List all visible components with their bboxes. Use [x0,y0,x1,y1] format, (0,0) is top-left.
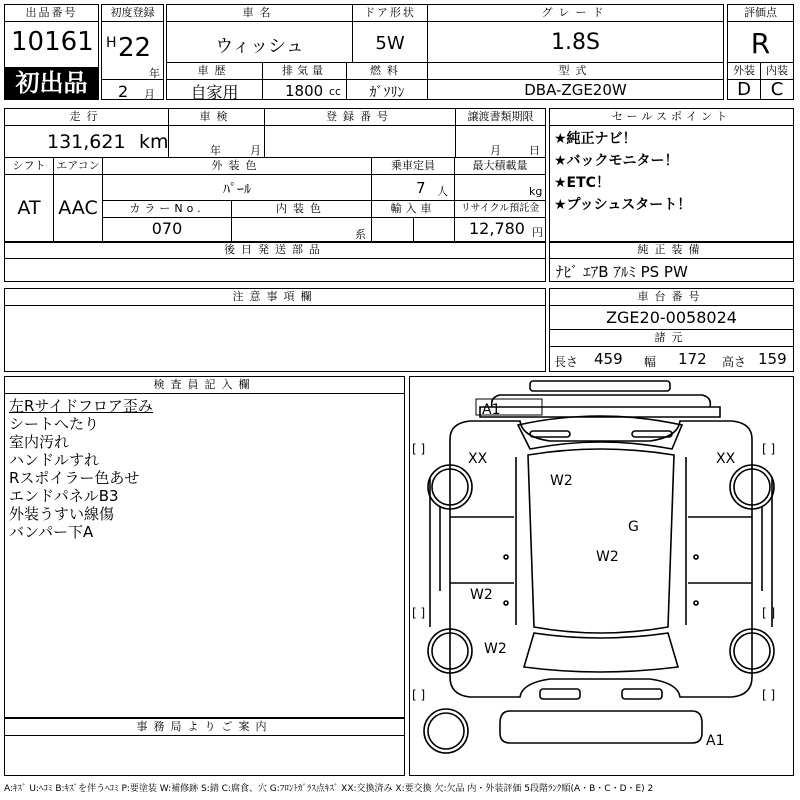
damage-mark: A1 [482,402,501,418]
transfer-day-unit: 日 [529,144,540,157]
notes-header: 注意事項欄 [5,289,545,306]
door-type: 5W [375,33,405,54]
fuel: ｶﾞｿﾘﾝ [369,85,405,101]
shamei-header: 車名 [167,5,352,22]
haiki-header: 排気量 [263,63,346,80]
car-diagram [410,377,793,775]
katashiki-header: 型式 [428,63,723,80]
notes-box [4,288,546,372]
bracket: [ ] [412,606,426,620]
inspector-note: Rスポイラー色あせ [9,469,140,487]
mileage-unit: km [139,131,169,153]
recycle-header: リサイクル預託金 [455,201,545,218]
registration-header: 登録番号 [265,109,455,126]
door-header: ドア形状 [353,5,427,22]
length-label: 長さ [554,355,579,369]
max-load-header: 最大積載量 [455,158,545,175]
lot-box [4,4,99,100]
factory-equipment-header: 純正装備 [550,242,793,259]
mileage-header: 走行 [5,109,168,126]
width-label: 幅 [644,355,657,369]
inspector-note: バンパー下A [9,523,94,541]
first-listing-badge: 初出品 [5,67,98,99]
displacement: 1800 [285,82,324,100]
later-parts-header: 後日発送部品 [5,242,545,259]
sales-point: ★純正ナビ！ [554,131,637,147]
bracket: [ ] [412,442,426,456]
factory-equipment: ﾅﾋﾞ ｴｱB ｱﾙﾐ PS PW [556,263,688,281]
year-unit: 年 [149,67,160,80]
overall-rating: R [750,27,771,60]
recycle-deposit: 12,780 [469,219,525,238]
sales-point: ★バックモニター！ [554,153,679,169]
first-reg-year: 22 [118,33,152,63]
damage-mark: G [628,519,639,535]
mileage: 131,621 [47,131,126,153]
color-no-header: カラーNo. [103,201,231,218]
shareki-header: 車歴 [167,63,262,80]
damage-mark: W2 [550,473,573,489]
exterior-header: 外装 [728,63,760,80]
month-unit: 月 [144,88,155,101]
office-notice-header: 事務局よりご案内 [5,719,404,736]
inspector-note: シートへたり [9,415,100,433]
bracket: [ ] [762,688,776,702]
chassis-number: ZGE20-0058024 [606,308,737,327]
height-label: 高さ [722,355,747,369]
inspector-note: エンドパネルB3 [9,487,119,505]
shodo-box [101,4,164,100]
shaken-year-unit: 年 [210,144,221,157]
lot-header: 出品番号 [5,5,98,22]
later-parts-box [4,241,546,282]
bracket: [ ] [762,606,776,620]
lot-number: 10161 [11,27,94,57]
damage-mark: XX [468,451,488,467]
sales-points-header: セールスポイント [550,109,793,126]
inspector-note: ハンドルすれ [9,451,100,469]
sales-point: ★プッシュスタート！ [554,197,692,213]
width: 172 [678,350,707,368]
legend: A:ｷｽﾞ U:ﾍｺﾐ B:ｷｽﾞを伴うﾍｺﾐ P:要塗装 W:補修跡 S:錆 C:腐食、穴 G:ﾌﾛﾝﾄｶﾞﾗｽ点ｷｽﾞ XX:交換済み X:要交換 欠:欠品 内・外装評価 5段階ﾗﾝｸ順(A・B・C・D・E) 2 [4,784,654,794]
inspector-note: 左Rサイドフロア歪み [9,397,153,415]
rating-box [727,4,794,100]
interior-color-unit: 系 [355,228,366,241]
transmission: AT [17,197,41,219]
bracket: [ ] [762,442,776,456]
inspector-header: 検査員記入欄 [5,377,404,394]
car-name: ウィッシュ [215,36,304,57]
height: 159 [758,350,787,368]
dimensions-header: 諸元 [550,330,793,347]
main-info-box [166,4,724,100]
grade-header: グレード [428,5,723,22]
interior-color-header: 内装色 [232,201,371,218]
shaken-month-unit: 月 [250,144,261,157]
recycle-unit: 円 [532,226,543,239]
interior-header: 内装 [761,63,793,80]
shaken-header: 車検 [169,109,264,126]
max-load-unit: kg [529,185,543,198]
first-reg-month: 2 [118,82,129,101]
exterior-grade: D [737,79,751,100]
model-code: DBA-ZGE20W [524,81,627,99]
office-notice-box [4,718,405,776]
transfer-month-unit: 月 [490,144,501,157]
aircon: AAC [58,197,98,219]
transfer-deadline-header: 譲渡書類期限 [456,109,545,126]
capacity-unit: 人 [437,185,448,198]
spec-box [4,108,546,243]
rating-header: 評価点 [728,5,793,22]
length: 459 [594,350,623,368]
body-color: ﾊﾟｰﾙ [223,182,251,198]
inspector-note: 外装うすい線傷 [9,505,115,523]
import-header: 輸入車 [372,201,454,218]
era: H [106,35,117,51]
damage-mark: W2 [470,587,493,603]
capacity: 7 [416,179,426,197]
sales-point: ★ETC！ [554,175,610,191]
damage-mark: XX [716,451,736,467]
chassis-box [549,288,794,372]
usage-type: 自家用 [190,83,239,102]
damage-mark: A1 [706,733,725,749]
body-color-header: 外装色 [103,158,371,175]
grade: 1.8S [551,30,600,55]
sales-points-box [549,108,794,243]
factory-equipment-box [549,241,794,282]
damage-mark: W2 [484,641,507,657]
shift-header: シフト [5,158,53,175]
interior-grade: C [770,79,784,100]
displacement-unit: cc [329,85,342,98]
inspector-note: 室内汚れ [9,433,70,451]
damage-diagram-box [409,376,794,776]
inspector-box [4,376,405,718]
damage-mark: W2 [596,549,619,565]
capacity-header: 乗車定員 [372,158,454,175]
color-number: 070 [151,219,183,238]
bracket: [ ] [412,688,426,702]
nenryo-header: 燃料 [347,63,427,80]
shodo-header: 初度登録 [102,5,163,22]
chassis-header: 車台番号 [550,289,793,306]
aircon-header: エアコン [54,158,102,175]
